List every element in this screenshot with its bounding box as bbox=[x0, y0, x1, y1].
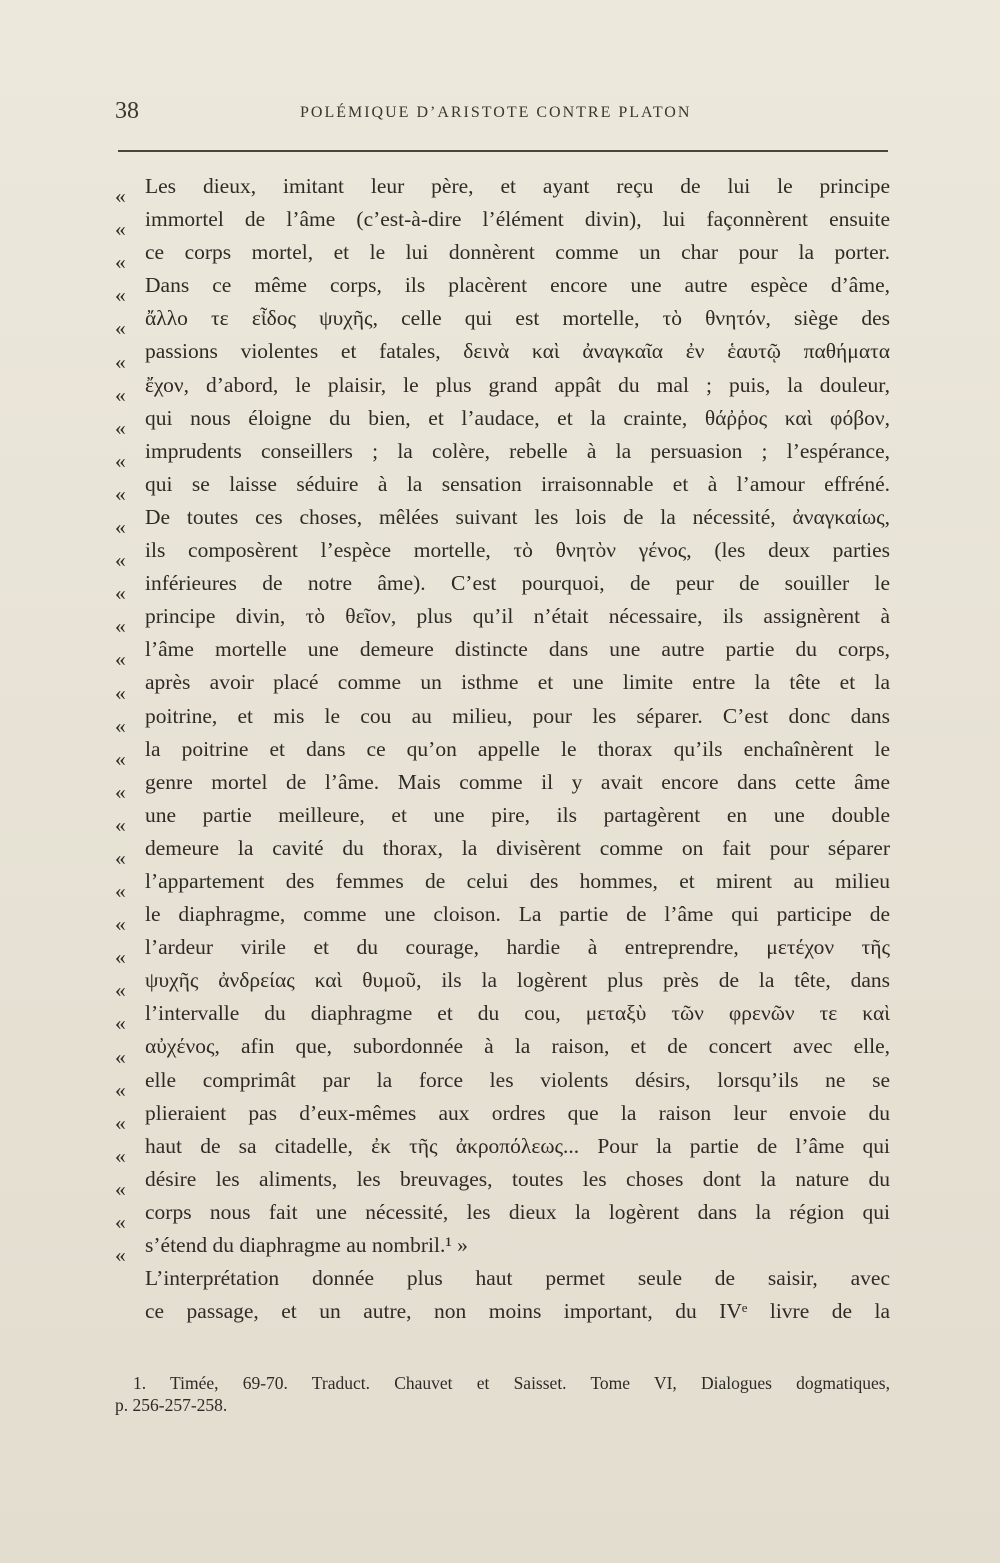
text-line bbox=[115, 633, 890, 666]
line-text: De toutes ces choses, mêlées suivant les lois de la nécessité, ἀναγκαίως, bbox=[145, 504, 890, 529]
quote-mark: « bbox=[115, 481, 126, 501]
body-text bbox=[115, 170, 890, 1328]
line-text: plieraient pas d’eux-mêmes aux ordres que la raison leur envoie du bbox=[145, 1100, 890, 1125]
quote-mark: « bbox=[115, 614, 126, 634]
line-text: ἔχον, d’abord, le plaisir, le plus grand appât du mal ; puis, la douleur, bbox=[145, 372, 890, 397]
quote-mark: « bbox=[115, 1243, 126, 1263]
text-line bbox=[115, 832, 890, 865]
line-text: genre mortel de l’âme. Mais comme il y avait encore dans cette âme bbox=[145, 769, 890, 794]
quote-mark: « bbox=[115, 912, 126, 932]
quote-mark: « bbox=[115, 415, 126, 435]
quote-mark: « bbox=[115, 1143, 126, 1163]
quote-mark: « bbox=[115, 316, 126, 336]
text-line bbox=[115, 1130, 890, 1163]
footnote-1: 1. Timée, 69-70. Traduct. Chauvet et Saisset. Tome VI, Dialogues dogmatiques, bbox=[133, 1373, 890, 1393]
quote-mark: « bbox=[115, 812, 126, 832]
line-text: demeure la cavité du thorax, la divisèrent comme on fait pour séparer bbox=[145, 835, 890, 860]
line-text: poitrine, et mis le cou au milieu, pour les séparer. C’est donc dans bbox=[145, 703, 890, 728]
text-line bbox=[115, 534, 890, 567]
quote-mark: « bbox=[115, 250, 126, 270]
line-text: imprudents conseillers ; la colère, rebelle à la persuasion ; l’espérance, bbox=[145, 438, 890, 463]
page-header bbox=[115, 98, 887, 134]
quote-mark: « bbox=[115, 349, 126, 369]
text-line bbox=[115, 799, 890, 832]
line-text: inférieures de notre âme). C’est pourquoi, de peur de souiller le bbox=[145, 571, 890, 596]
quote-mark: « bbox=[115, 448, 126, 468]
quote-mark: « bbox=[115, 746, 126, 766]
line-text: L’interprétation donnée plus haut permet seule de saisir, avec bbox=[145, 1266, 890, 1291]
line-text: l’intervalle du diaphragme et du cou, μεταξὺ τῶν φρενῶν τε καὶ bbox=[145, 1001, 890, 1026]
text-line bbox=[115, 236, 890, 269]
text-line bbox=[115, 1196, 890, 1229]
text-line bbox=[115, 203, 890, 236]
line-text: qui nous éloigne du bien, et l’audace, et la crainte, θάῤῥος καὶ φόβον, bbox=[145, 405, 890, 430]
quote-mark: « bbox=[115, 1044, 126, 1064]
line-text: l’appartement des femmes de celui des hommes, et mirent au milieu bbox=[145, 868, 890, 893]
quote-mark: « bbox=[115, 217, 126, 237]
quote-mark: « bbox=[115, 647, 126, 667]
line-text: haut de sa citadelle, ἐκ τῆς ἀκροπόλεως... Pour la partie de l’âme qui bbox=[145, 1133, 890, 1158]
line-text: passions violentes et fatales, δεινὰ καὶ ἀναγκαῖα ἐν ἑαυτῷ παθήματα bbox=[145, 339, 890, 364]
quote-mark: « bbox=[115, 779, 126, 799]
text-line bbox=[115, 567, 890, 600]
line-text: ce passage, et un autre, non moins important, du IVᵉ livre de la bbox=[145, 1299, 890, 1324]
text-line bbox=[115, 964, 890, 997]
quote-mark: « bbox=[115, 713, 126, 733]
line-text: ἄλλο τε εἶδος ψυχῆς, celle qui est mortelle, τὸ θνητόν, siège des bbox=[145, 306, 890, 331]
quote-mark: « bbox=[115, 581, 126, 601]
text-line bbox=[115, 269, 890, 302]
text-line bbox=[115, 997, 890, 1030]
quote-mark: « bbox=[115, 548, 126, 568]
page-number: 38 bbox=[115, 98, 139, 124]
line-text: désire les aliments, les breuvages, toutes les choses dont la nature du bbox=[145, 1166, 890, 1191]
text-line bbox=[115, 666, 890, 699]
line-text: après avoir placé comme un isthme et une limite entre la tête et la bbox=[145, 670, 890, 695]
quote-mark: « bbox=[115, 283, 126, 303]
line-text: αὐχένος, afin que, subordonnée à la raison, et de concert avec elle, bbox=[145, 1034, 890, 1059]
line-text: qui se laisse séduire à la sensation irraisonnable et à l’amour effréné. bbox=[145, 471, 890, 496]
text-line bbox=[115, 1229, 890, 1262]
footnotes bbox=[115, 1372, 890, 1416]
text-line bbox=[115, 931, 890, 964]
text-line bbox=[115, 1097, 890, 1130]
text-line bbox=[115, 1030, 890, 1063]
text-line bbox=[115, 369, 890, 402]
line-text: le diaphragme, comme une cloison. La partie de l’âme qui participe de bbox=[145, 902, 890, 927]
text-line bbox=[115, 170, 890, 203]
quote-mark: « bbox=[115, 382, 126, 402]
quote-mark: « bbox=[115, 1011, 126, 1031]
text-line bbox=[115, 435, 890, 468]
line-text: elle comprimât par la force les violents désirs, lorsqu’ils ne se bbox=[145, 1067, 890, 1092]
text-line bbox=[115, 733, 890, 766]
text-line bbox=[115, 600, 890, 633]
quote-mark: « bbox=[115, 184, 126, 204]
text-line bbox=[115, 1163, 890, 1196]
line-text: ce corps mortel, et le lui donnèrent comme un char pour la porter. bbox=[145, 240, 890, 265]
line-text: immortel de l’âme (c’est-à-dire l’élément divin), lui façonnèrent ensuite bbox=[145, 207, 890, 232]
line-text: ils composèrent l’espèce mortelle, τὸ θνητὸν γένος, (les deux parties bbox=[145, 538, 890, 563]
line-text: une partie meilleure, et une pire, ils partagèrent en une double bbox=[145, 802, 890, 827]
text-line bbox=[115, 335, 890, 368]
text-line bbox=[115, 898, 890, 931]
text-line bbox=[115, 865, 890, 898]
text-line bbox=[115, 1064, 890, 1097]
line-text: ψυχῆς ἀνδρείας καὶ θυμοῦ, ils la logèrent plus près de la tête, dans bbox=[145, 968, 890, 993]
text-line bbox=[115, 302, 890, 335]
header-rule bbox=[118, 150, 888, 152]
line-text: Les dieux, imitant leur père, et ayant reçu de lui le principe bbox=[145, 174, 890, 198]
line-text: s’étend du diaphragme au nombril.¹ » bbox=[145, 1233, 468, 1257]
footnote-1-continued: p. 256-257-258. bbox=[115, 1395, 228, 1415]
quote-mark: « bbox=[115, 515, 126, 535]
text-line bbox=[115, 1295, 890, 1328]
line-text: la poitrine et dans ce qu’on appelle le thorax qu’ils enchaînèrent le bbox=[145, 736, 890, 761]
line-text: principe divin, τὸ θεῖον, plus qu’il n’était nécessaire, ils assignèrent à bbox=[145, 604, 890, 629]
quote-mark: « bbox=[115, 1077, 126, 1097]
quote-mark: « bbox=[115, 945, 126, 965]
quote-mark: « bbox=[115, 1210, 126, 1229]
quote-mark: « bbox=[115, 845, 126, 865]
text-line bbox=[115, 402, 890, 435]
line-text: l’ardeur virile et du courage, hardie à entreprendre, μετέχον τῆς bbox=[145, 935, 890, 960]
quote-mark: « bbox=[115, 978, 126, 998]
quote-mark: « bbox=[115, 1176, 126, 1196]
line-text: corps nous fait une nécessité, les dieux la logèrent dans la région qui bbox=[145, 1199, 890, 1224]
line-text: Dans ce même corps, ils placèrent encore une autre espèce d’âme, bbox=[145, 273, 890, 298]
quote-mark: « bbox=[115, 1110, 126, 1130]
line-text: l’âme mortelle une demeure distincte dans une autre partie du corps, bbox=[145, 637, 890, 662]
text-line bbox=[115, 501, 890, 534]
text-line bbox=[115, 700, 890, 733]
running-title: POLÉMIQUE D’ARISTOTE CONTRE PLATON bbox=[300, 104, 692, 121]
text-line bbox=[115, 1262, 890, 1295]
quote-mark: « bbox=[115, 680, 126, 700]
quote-mark: « bbox=[115, 879, 126, 899]
text-line bbox=[115, 468, 890, 501]
text-line bbox=[115, 766, 890, 799]
